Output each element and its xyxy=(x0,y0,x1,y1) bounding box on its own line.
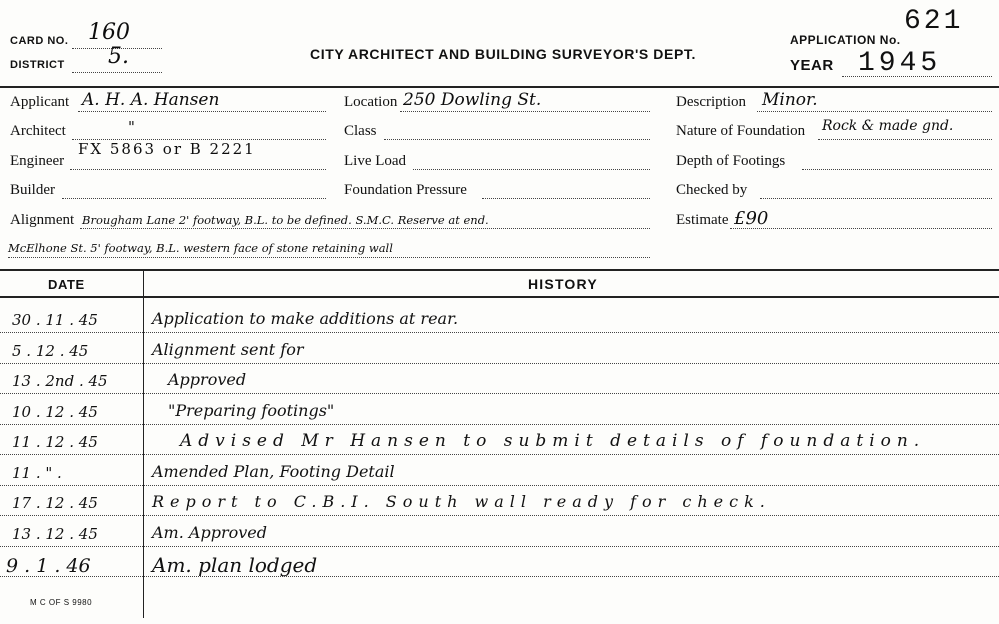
alignment-value-1: Brougham Lane 2' footway, B.L. to be defined. S.M.C. Reserve at end. xyxy=(82,213,489,227)
history-top-rule xyxy=(0,269,999,271)
description-label: Description xyxy=(676,94,746,110)
depth-label: Depth of Footings xyxy=(676,153,786,169)
history-entry: Approved xyxy=(168,370,247,389)
year-label: YEAR xyxy=(790,57,834,74)
location-label: Location xyxy=(344,94,398,110)
history-date: 10 . 12 . 45 xyxy=(12,402,98,421)
applicant-label: Applicant xyxy=(10,94,70,110)
foundation-pressure-label: Foundation Pressure xyxy=(344,182,467,198)
application-value: 621 xyxy=(904,6,964,37)
date-column-divider xyxy=(143,270,144,618)
alignment-line-1 xyxy=(80,228,650,229)
history-row-line xyxy=(0,332,999,333)
district-label: DISTRICT xyxy=(10,59,65,71)
nature-value: Rock & made gnd. xyxy=(822,118,954,134)
alignment-label: Alignment xyxy=(10,212,75,228)
history-date: 13 . 12 . 45 xyxy=(12,524,98,543)
nature-line xyxy=(818,139,992,140)
history-header-rule xyxy=(0,296,999,298)
history-entry: Alignment sent for xyxy=(152,339,304,359)
checked-label: Checked by xyxy=(676,182,748,198)
header-rule xyxy=(0,86,999,88)
history-row-line xyxy=(0,454,999,455)
applicant-line xyxy=(78,111,326,112)
engineer-line xyxy=(70,169,326,170)
builder-label: Builder xyxy=(10,182,55,198)
history-row-line xyxy=(0,363,999,364)
checked-line xyxy=(760,198,992,199)
history-row-line xyxy=(0,393,999,394)
application-label: APPLICATION No. xyxy=(790,33,901,47)
history-entry: Report to C.B.I. South wall ready for check. xyxy=(152,492,771,511)
history-date: 13 . 2nd . 45 xyxy=(12,372,108,390)
history-row-line xyxy=(0,515,999,516)
print-code: M C OF S 9980 xyxy=(30,598,93,607)
date-header: DATE xyxy=(48,277,85,292)
history-date: 11 . " . xyxy=(12,463,62,482)
history-row-line xyxy=(0,546,999,547)
applicant-value: A. H. A. Hansen xyxy=(82,90,220,110)
location-line xyxy=(400,111,650,112)
card-no-value: 160 xyxy=(88,20,130,45)
depth-line xyxy=(802,169,992,170)
live-load-label: Live Load xyxy=(344,153,407,169)
district-line xyxy=(72,72,162,73)
estimate-line xyxy=(730,228,992,229)
nature-label: Nature of Foundation xyxy=(676,123,806,139)
history-entry: Am. Approved xyxy=(152,522,267,542)
history-entry: Application to make additions at rear. xyxy=(152,309,459,328)
history-date: 30 . 11 . 45 xyxy=(12,311,98,329)
estimate-value: £90 xyxy=(734,208,769,229)
engineer-value: FX 5863 or B 2221 xyxy=(78,140,256,158)
history-date: 11 . 12 . 45 xyxy=(12,433,98,451)
alignment-value-2: McElhone St. 5' footway, B.L. western face of stone retaining wall xyxy=(8,241,393,255)
history-entry: Am. plan lodged xyxy=(152,553,318,577)
history-header: HISTORY xyxy=(528,276,598,292)
history-row-line xyxy=(0,485,999,486)
year-value: 1945 xyxy=(858,48,942,79)
history-entry: Advised Mr Hansen to submit details of foundation. xyxy=(180,431,926,451)
class-label: Class xyxy=(344,123,377,139)
history-entry: "Preparing footings" xyxy=(168,400,335,420)
card-no-label: CARD NO. xyxy=(10,35,69,47)
history-date: 9 . 1 . 46 xyxy=(6,555,91,577)
class-line xyxy=(384,139,650,140)
live-load-line xyxy=(413,169,650,170)
year-line xyxy=(842,76,992,77)
estimate-label: Estimate xyxy=(676,212,729,228)
history-date: 5 . 12 . 45 xyxy=(12,341,89,360)
architect-value: " xyxy=(128,118,135,136)
history-row-line xyxy=(0,576,999,577)
district-value: 5. xyxy=(108,44,129,69)
alignment-line-2 xyxy=(8,257,650,258)
history-row-line xyxy=(0,424,999,425)
builder-line xyxy=(62,198,326,199)
engineer-label: Engineer xyxy=(10,153,65,169)
dept-title: CITY ARCHITECT AND BUILDING SURVEYOR'S DEPT. xyxy=(310,46,696,62)
foundation-pressure-line xyxy=(482,198,650,199)
history-date: 17 . 12 . 45 xyxy=(12,494,98,512)
description-value: Minor. xyxy=(762,90,818,110)
description-line xyxy=(757,111,992,112)
history-entry: Amended Plan, Footing Detail xyxy=(152,461,395,481)
architect-label: Architect xyxy=(10,123,66,139)
location-value: 250 Dowling St. xyxy=(403,90,542,110)
